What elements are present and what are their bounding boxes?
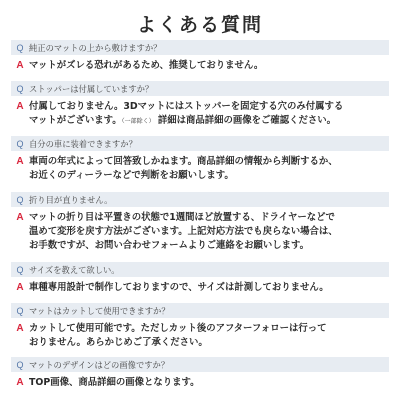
question-row [11, 136, 389, 151]
answer-text [29, 114, 343, 129]
answer-row [11, 151, 389, 183]
answer-note: （一部除く） [121, 118, 155, 125]
question-row [11, 40, 389, 55]
faq-item [11, 81, 389, 129]
question-row [11, 262, 389, 277]
question-text: マットはカットして使用できますか？ [29, 305, 170, 316]
answer-text: カットして使用可能です。ただしカット後のアフターフォローは行って [29, 323, 327, 334]
a-mark: A [16, 101, 24, 112]
answer-text: お手数ですが、お問い合わせフォームよりご連絡をお願いします。 [29, 240, 310, 251]
answer-text: マットがズレる恐れがあるため、推奨しておりません。 [29, 60, 264, 71]
question-text: 純正のマットの上から敷けますか？ [29, 42, 162, 53]
question-row [11, 303, 389, 318]
answer-row [11, 277, 389, 295]
a-mark: A [16, 377, 24, 388]
answer-text: 車種専用設計で制作しておりますので、サイズは計測しておりません。 [29, 282, 329, 293]
q-mark: Q [16, 194, 24, 205]
q-mark: Q [16, 264, 24, 275]
question-text: ストッパーは付属していますか？ [29, 83, 154, 94]
answer-text-part: マットがございます。 [29, 115, 122, 126]
faq-item [11, 357, 389, 390]
question-row [11, 192, 389, 207]
answer-text: おりません。あらかじめご了承ください。 [29, 337, 208, 348]
answer-row [11, 207, 389, 253]
question-text: 自分の車に装着できますか？ [29, 138, 137, 149]
a-mark: A [16, 156, 24, 167]
answer-text: 温めて変形を戻す方法がございます。上記対応方法でも戻らない場合は、 [29, 226, 338, 237]
q-mark: Q [16, 359, 24, 370]
faq-item [11, 136, 389, 183]
answer-row [11, 318, 389, 350]
faq-item [11, 192, 389, 253]
answer-row [11, 372, 389, 390]
question-text: 折り目が直りません。 [29, 194, 113, 205]
answer-text: 車両の年式によって回答致しかねます。商品詳細の情報から判断するか、 [29, 156, 338, 167]
a-mark: A [16, 60, 24, 71]
answer-text: 付属しておりません。3Dマットにはストッパーを固定する穴のみ付属する [29, 101, 344, 112]
a-mark: A [16, 212, 24, 223]
answer-row [11, 96, 389, 129]
faq-item [11, 303, 389, 350]
a-mark: A [16, 282, 24, 293]
question-text: マットのデザインはどの画像ですか？ [29, 359, 170, 370]
question-text: サイズを教えて欲しい。 [29, 264, 120, 275]
q-mark: Q [16, 305, 24, 316]
answer-text: TOP画像、商品詳細の画像となります。 [29, 377, 200, 388]
answer-text-part: 詳細は商品詳細の画像をご確認ください。 [154, 115, 337, 126]
q-mark: Q [16, 138, 24, 149]
q-mark: Q [16, 83, 24, 94]
answer-row [11, 55, 389, 73]
question-row [11, 81, 389, 96]
question-row [11, 357, 389, 372]
faq-item [11, 40, 389, 73]
faq-item [11, 262, 389, 295]
answer-text: お近くのディーラーなどで判断をお願いします。 [29, 170, 234, 181]
page-title: よくある質問 [136, 14, 263, 36]
answer-text: マットの折り目は平置きの状態で1週間ほど放置する、ドライヤーなどで [29, 212, 335, 223]
a-mark: A [16, 323, 24, 334]
q-mark: Q [16, 42, 24, 53]
